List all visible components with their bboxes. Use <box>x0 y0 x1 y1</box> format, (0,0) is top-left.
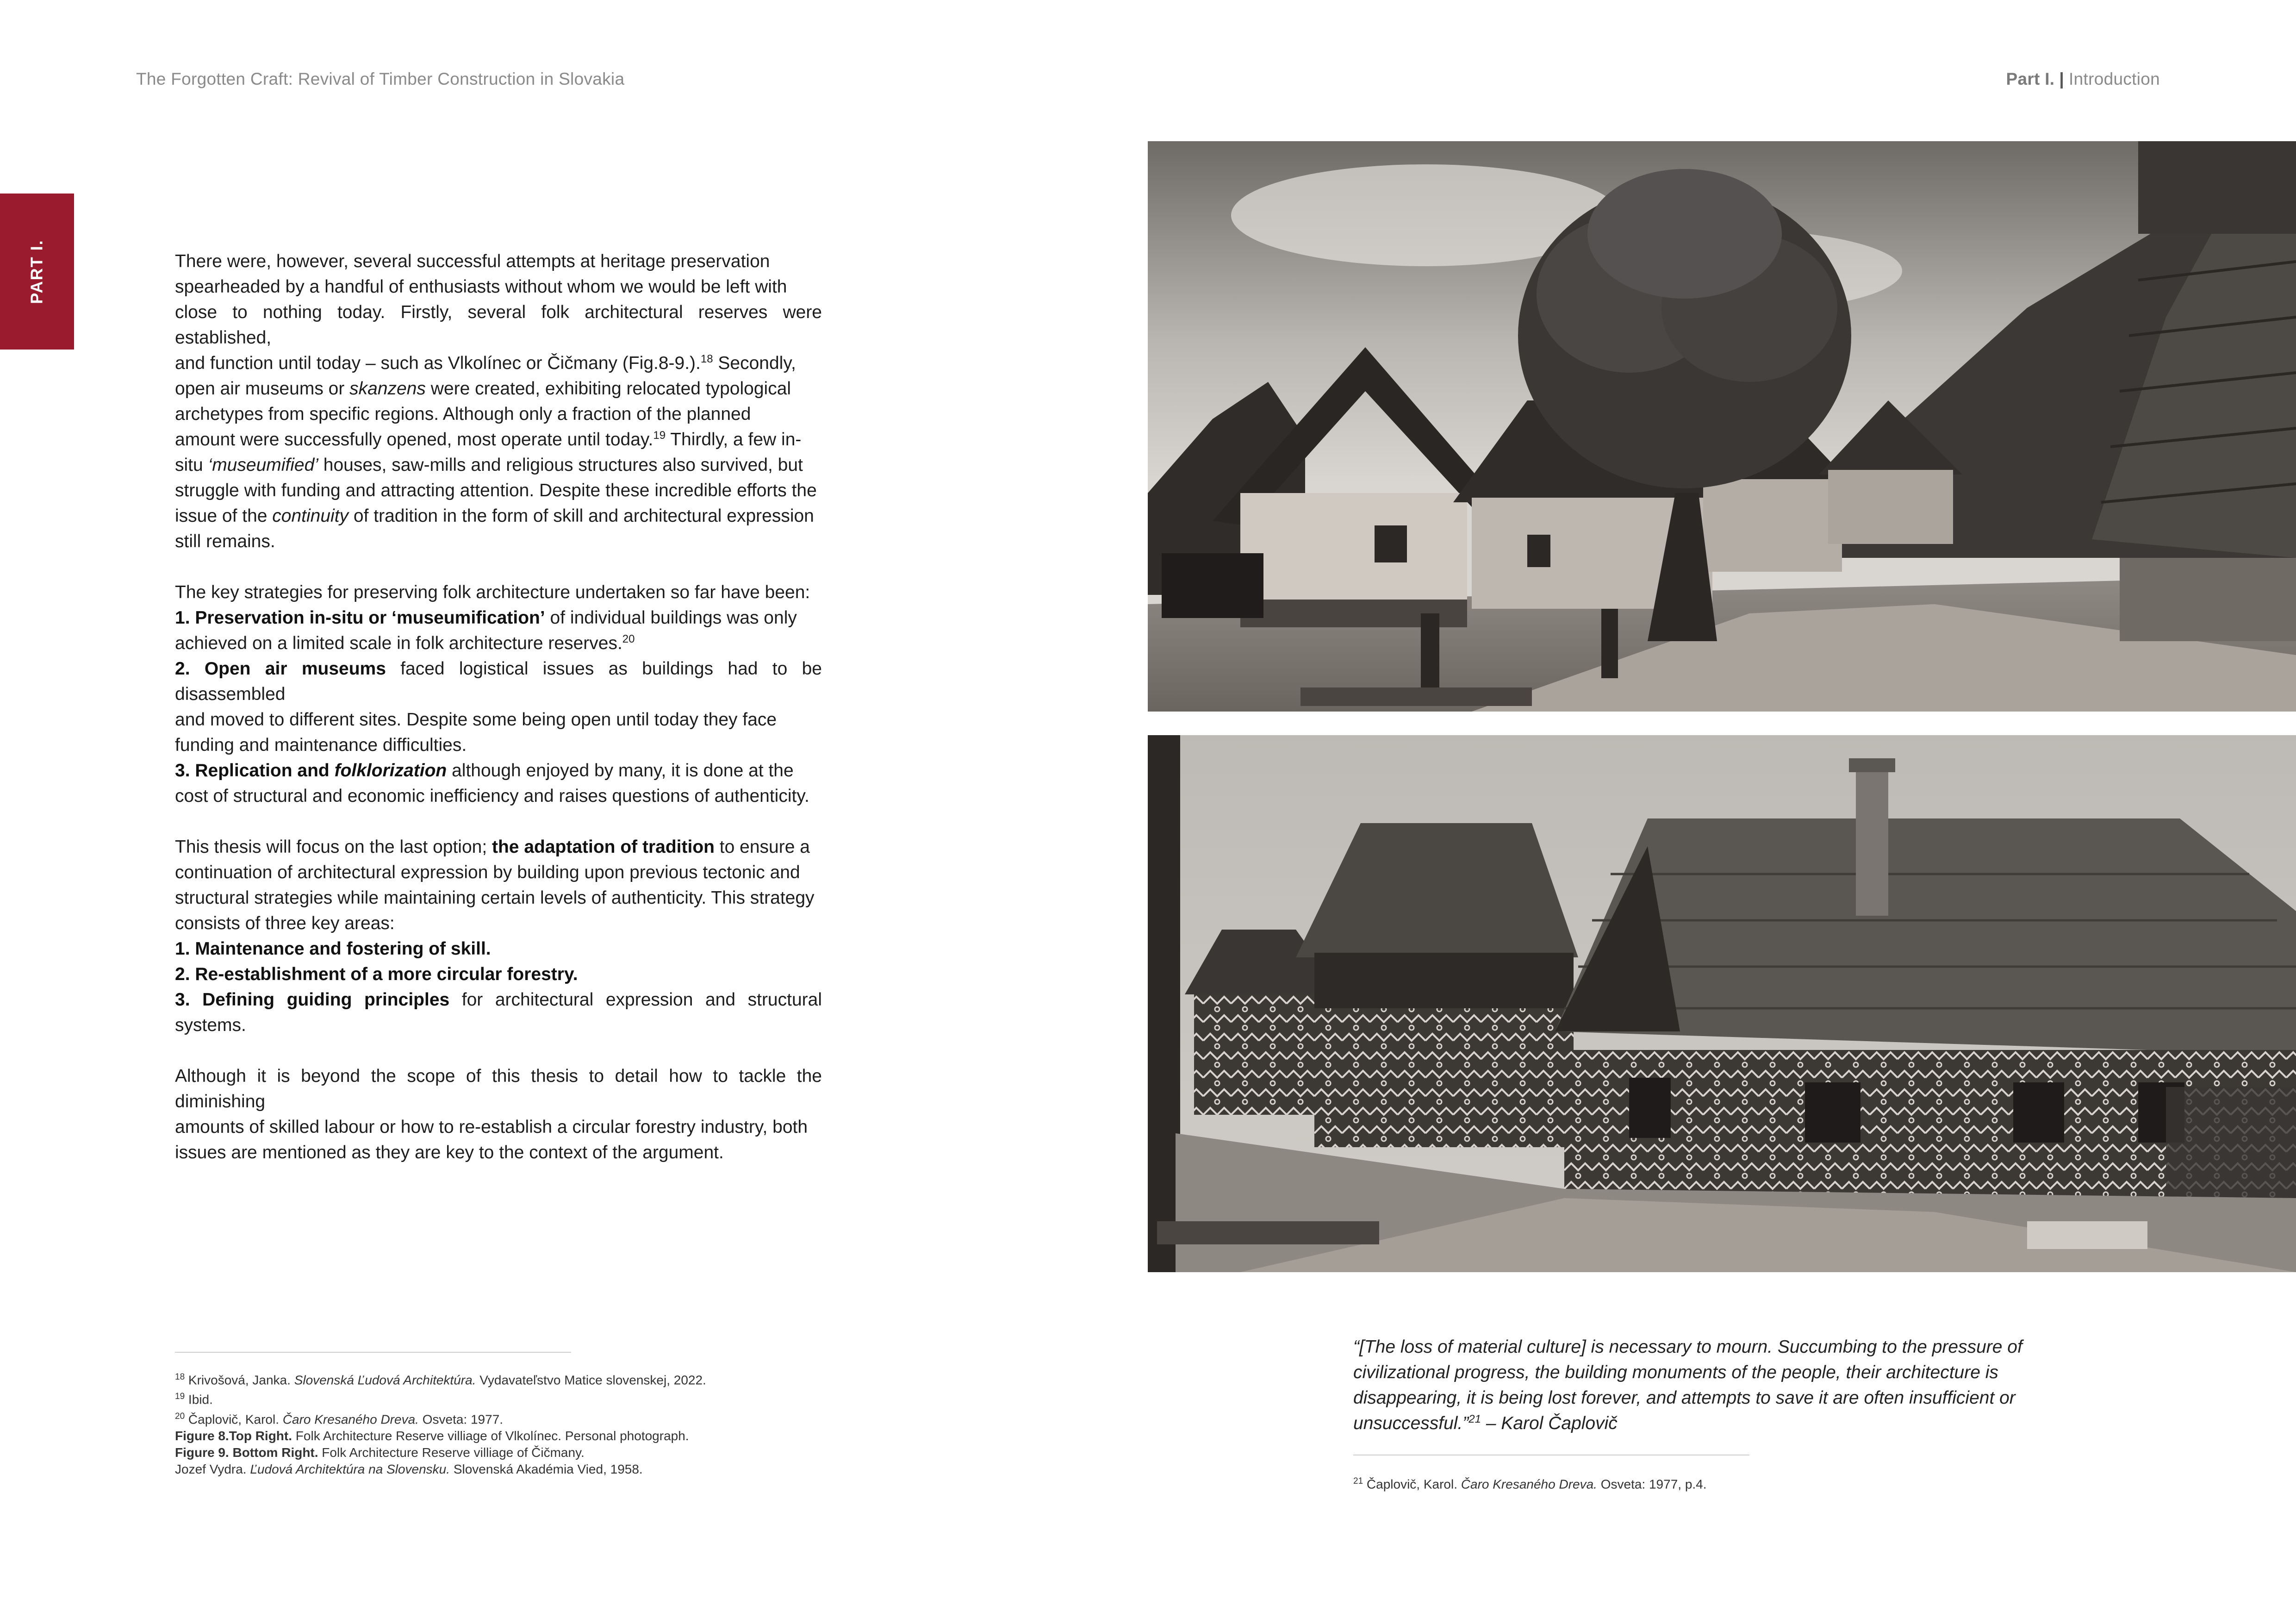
p4-line: amounts of skilled labour or how to re-establish a circular forestry industry, both <box>175 1117 808 1137</box>
p2-item2-text: faced logistical issues as buildings had to be disassembled <box>175 659 822 704</box>
p2-item3-line: cost of structural and economic inefficiency and raises questions of authenticity. <box>175 786 809 806</box>
p1-line: struggle with funding and attracting attention. Despite these incredible efforts the <box>175 481 817 500</box>
p4-line: Although it is beyond the scope of this thesis to detail how to tackle the diminishing <box>175 1066 822 1112</box>
p3-text: This thesis will focus on the last option; <box>175 837 492 857</box>
quote-line: “[The loss of material culture] is necessary to mourn. Succumbing to the pressure of <box>1353 1337 2022 1357</box>
footnote-text: Vydavateľstvo Matice slovenskej, 2022. <box>476 1373 706 1387</box>
quote-attribution: – Karol Čaplovič <box>1481 1413 1618 1433</box>
p1-line: There were, however, several successful attempts at heritage preservation <box>175 251 770 271</box>
p1-line <box>175 376 822 401</box>
p1-line: archetypes from specific regions. Although only a fraction of the planned <box>175 404 751 424</box>
figure-source-title: Ľudová Architektúra na Slovensku. <box>250 1462 450 1476</box>
p3-item3-bold: 3. Defining guiding principles <box>175 990 450 1010</box>
footnote-text: Osveta: 1977. <box>418 1412 504 1426</box>
p3-item2: 2. Re-establishment of a more circular forestry. <box>175 964 578 984</box>
p1-text: were created, exhibiting relocated typological <box>425 379 791 399</box>
p1-text: situ <box>175 455 208 475</box>
p1-line <box>175 350 822 376</box>
footnote-text: Čaplovič, Karol. <box>185 1412 283 1426</box>
paragraph-1 <box>175 249 822 554</box>
quote-text: unsuccessful.” <box>1353 1413 1469 1433</box>
pull-quote <box>1353 1334 2052 1436</box>
figure-text: Folk Architecture Reserve villiage of Vlkolínec. Personal photograph. <box>292 1428 689 1443</box>
footnote-title: Slovenská Ľudová Architektúra. <box>294 1373 476 1387</box>
p1-italic: ‘museumified’ <box>208 455 318 475</box>
side-tab-label: PART I. <box>27 239 46 304</box>
p1-italic: continuity <box>272 506 349 526</box>
paragraph-2 <box>175 580 822 809</box>
p1-text: amount were successfully opened, most operate until today. <box>175 430 653 450</box>
footnote-ref-18: 18 <box>700 353 713 365</box>
quote-line: civilizational progress, the building monuments of the people, their architecture is <box>1353 1362 1998 1382</box>
header-part-label: Part I. <box>2006 69 2055 88</box>
footnote-title: Čaro Kresaného Dreva. <box>282 1412 419 1426</box>
p1-text: issue of the <box>175 506 273 526</box>
p3-line: continuation of architectural expression by building upon previous tectonic and <box>175 862 800 882</box>
footnote-ref-19: 19 <box>653 429 666 442</box>
footnote-18 <box>175 1369 869 1388</box>
p1-text: Secondly, <box>713 353 796 373</box>
p1-text: open air museums or <box>175 379 350 399</box>
figure-source-text: Jozef Vydra. <box>175 1462 250 1476</box>
p3-line: consists of three key areas: <box>175 913 395 933</box>
p2-item1-line <box>175 605 822 631</box>
p2-item3-text: although enjoyed by many, it is done at the <box>447 761 794 781</box>
p3-item <box>175 987 822 1038</box>
footnote-20 <box>175 1408 869 1428</box>
p1-line: still remains. <box>175 531 275 551</box>
figure-8-caption <box>175 1428 869 1444</box>
p3-line <box>175 834 822 860</box>
p1-line <box>175 427 822 452</box>
p3-text: to ensure a <box>714 837 810 857</box>
p3-item1: 1. Maintenance and fostering of skill. <box>175 939 491 959</box>
footnote-ref-20: 20 <box>622 633 635 645</box>
quote-line: disappearing, it is being lost forever, and attempts to save it are often insufficient or <box>1353 1388 2016 1408</box>
p2-item1-line <box>175 631 822 656</box>
p3-bold: the adaptation of tradition <box>492 837 715 857</box>
figure-label: Figure 9. Bottom Right. <box>175 1445 318 1460</box>
footnote-number: 18 <box>175 1372 185 1382</box>
footnotes-left <box>175 1369 869 1478</box>
p3-item <box>175 962 822 987</box>
footnote-title: Čaro Kresaného Dreva. <box>1461 1477 1597 1492</box>
figure-source-text: Slovenská Akadémia Vied, 1958. <box>450 1462 643 1476</box>
p4-line: issues are mentioned as they are key to the context of the argument. <box>175 1143 724 1162</box>
p2-item3-bold: 3. Replication and <box>175 761 335 781</box>
p1-text: Thirdly, a few in- <box>666 430 802 450</box>
footnote-19 <box>175 1388 869 1408</box>
p2-item2-line <box>175 656 822 707</box>
p2-item3-line <box>175 758 822 783</box>
paragraph-4 <box>175 1063 822 1165</box>
p3-line: structural strategies while maintaining certain levels of authenticity. This strategy <box>175 888 815 908</box>
p2-item2-bold: 2. Open air museums <box>175 659 386 679</box>
p2-item2-line: and moved to different sites. Despite some being open until today they face <box>175 710 777 730</box>
footnote-number: 20 <box>175 1411 185 1421</box>
footnote-text: Krivošová, Janka. <box>185 1373 294 1387</box>
footnote-text: Ibid. <box>185 1392 213 1407</box>
figure-9-source <box>175 1461 869 1478</box>
p1-text: and function until today – such as Vlkolínec or Čičmany (Fig.8-9.). <box>175 353 701 373</box>
footnote-number: 21 <box>1353 1476 1363 1486</box>
p3-item <box>175 936 822 962</box>
figure-8-photo <box>1148 141 2296 712</box>
running-header-section <box>2006 69 2160 89</box>
footnote-text: Osveta: 1977, p.4. <box>1597 1477 1707 1492</box>
p1-text: of tradition in the form of skill and architectural expression <box>348 506 814 526</box>
body-text <box>175 249 822 1191</box>
p3-item3-text: for architectural expression and structural systems. <box>175 990 822 1035</box>
figure-9-caption <box>175 1444 869 1461</box>
p2-item3-bold-italic: folklorization <box>334 761 447 781</box>
footnote-text: Čaplovič, Karol. <box>1363 1477 1461 1492</box>
p1-line: close to nothing today. Firstly, several folk architectural reserves were established, <box>175 302 822 348</box>
p1-line: spearheaded by a handful of enthusiasts without whom we would be left with <box>175 277 787 297</box>
footnote-number: 19 <box>175 1392 185 1402</box>
header-separator: | <box>2059 69 2065 88</box>
paragraph-3 <box>175 834 822 1038</box>
p1-line <box>175 503 822 529</box>
p2-item2-line: funding and maintenance difficulties. <box>175 735 467 755</box>
part-side-tab <box>0 194 74 350</box>
p1-line <box>175 452 822 478</box>
p2-intro: The key strategies for preserving folk architecture undertaken so far have been: <box>175 582 810 602</box>
footnote-ref-21: 21 <box>1468 1413 1481 1425</box>
p2-item1-text: achieved on a limited scale in folk architecture reserves. <box>175 633 622 653</box>
footnote-21 <box>1353 1473 2047 1493</box>
footnote-divider <box>175 1352 571 1353</box>
p2-item1-bold: 1. Preservation in-situ or ‘museumification’ <box>175 608 545 628</box>
p2-item1-text: of individual buildings was only <box>545 608 797 628</box>
figure-label: Figure 8.Top Right. <box>175 1428 292 1443</box>
p1-text: houses, saw-mills and religious structures also survived, but <box>318 455 803 475</box>
header-section-label: Introduction <box>2069 69 2160 88</box>
figure-text: Folk Architecture Reserve villiage of Čičmany. <box>318 1445 585 1460</box>
p1-italic: skanzens <box>349 379 426 399</box>
running-header-title: The Forgotten Craft: Revival of Timber Construction in Slovakia <box>136 69 625 88</box>
figure-9-photo <box>1148 735 2296 1272</box>
quote-line <box>1353 1411 2052 1436</box>
